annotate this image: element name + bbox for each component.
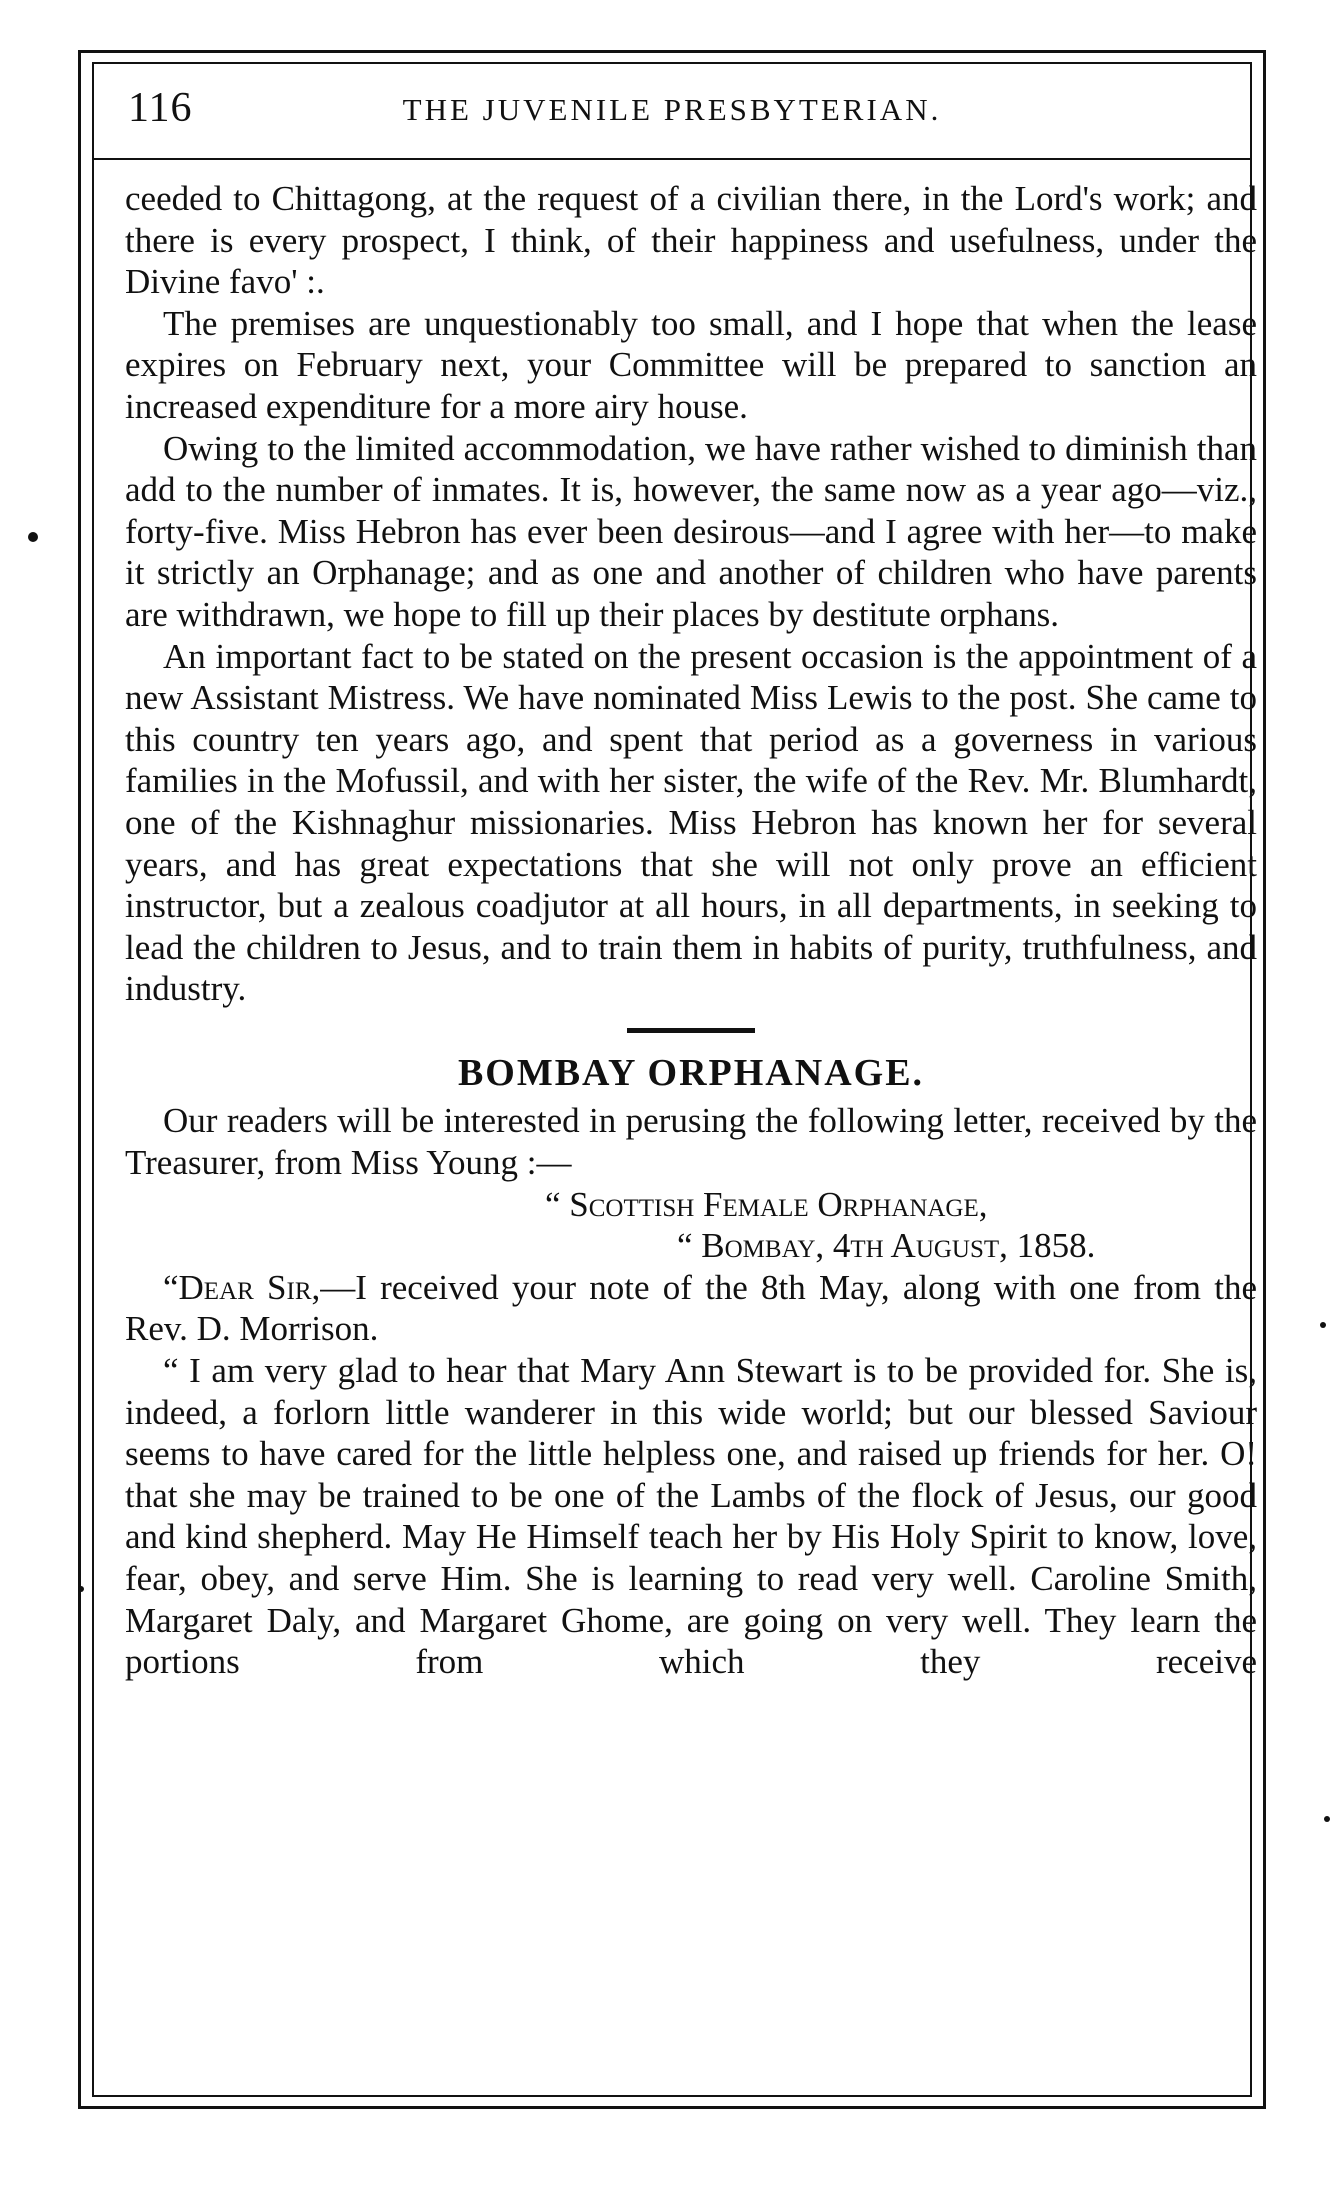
paragraph-accommodation: Owing to the limited accommodation, we have rather wished to diminish than add to the number of inmates. It is, however, the same now as a year ago—viz., forty-five. Miss Hebron has ever been desirous—and I agree with her—to make it strictly an Orphanage; and as one and another of children who have parents are withdrawn, we hope to fill up their places by destitute orphans. [125,428,1257,634]
running-head: THE JUVENILE PRESBYTERIAN. [402,92,942,127]
letter-paragraph-1-text: —I received your note of the 8th May, along with one from the Rev. D. Morrison. [125,1267,1258,1349]
margin-speck [1324,1816,1330,1822]
margin-speck [1320,1322,1326,1328]
letter-salutation: “Dear Sir, [163,1267,321,1307]
letter-address-line2: “ Bombay, 4th August, 1858. [677,1226,1096,1266]
page-header [92,62,1252,160]
paragraph-premises: The premises are unquestionably too small, and I hope that when the lease expires on February next, your Committee will be prepared to sanction an increased expenditure for a more airy house. [125,303,1257,426]
letter-address-line1: “ Scottish Female Orphanage, [545,1184,988,1224]
intro-paragraph: Our readers will be interested in perusing the following letter, received by the Treasurer, from Miss Young :— [125,1101,1257,1183]
section-heading: BOMBAY ORPHANAGE. [457,1051,925,1094]
page-number: 116 [128,85,193,131]
section-divider [627,1028,755,1033]
paragraph-assistant-mistress: An important fact to be stated on the present occasion is the appointment of a new Assistant Mistress. We have nominated Miss Lewis to the post. She came to this country ten years ago, and spent that period as a governess in various families in the Mofussil, and with her sister, the wife of the Rev. Mr. Blumhardt, one of the Kishnaghur missionaries. Miss Hebron has known her for several years, and has great expectations that she will not only prove an efficient instructor, but a zealous coadjutor at all hours, in all departments, in seeking to lead the children to Jesus, and to train them in habits of purity, truthfulness, and industry. [125,636,1257,1009]
article-body [125,178,1257,1683]
letter-paragraph-1 [125,1267,1257,1350]
letter-paragraph-2: “ I am very glad to hear that Mary Ann Stewart is to be provided for. She is, indeed, a forlorn little wanderer in this wide world; but our blessed Saviour seems to have cared for the little helpless one, and raised up friends for her. O! that she may be trained to be one of the Lambs of the flock of Jesus, our good and kind shepherd. May He Himself teach her by His Holy Spirit to know, love, fear, obey, and serve Him. She is learning to read very well. Caroline Smith, Margaret Daly, and Margaret Ghome, are going on very well. They learn the portions from which they receive [125,1351,1257,1682]
margin-speck [78,1586,84,1592]
margin-speck [28,532,38,542]
paragraph-continuation: ceeded to Chittagong, at the request of a civilian there, in the Lord's work; and there is every prospect, I think, of their happiness and usefulness, under the Divine favo' :. [125,179,1257,302]
